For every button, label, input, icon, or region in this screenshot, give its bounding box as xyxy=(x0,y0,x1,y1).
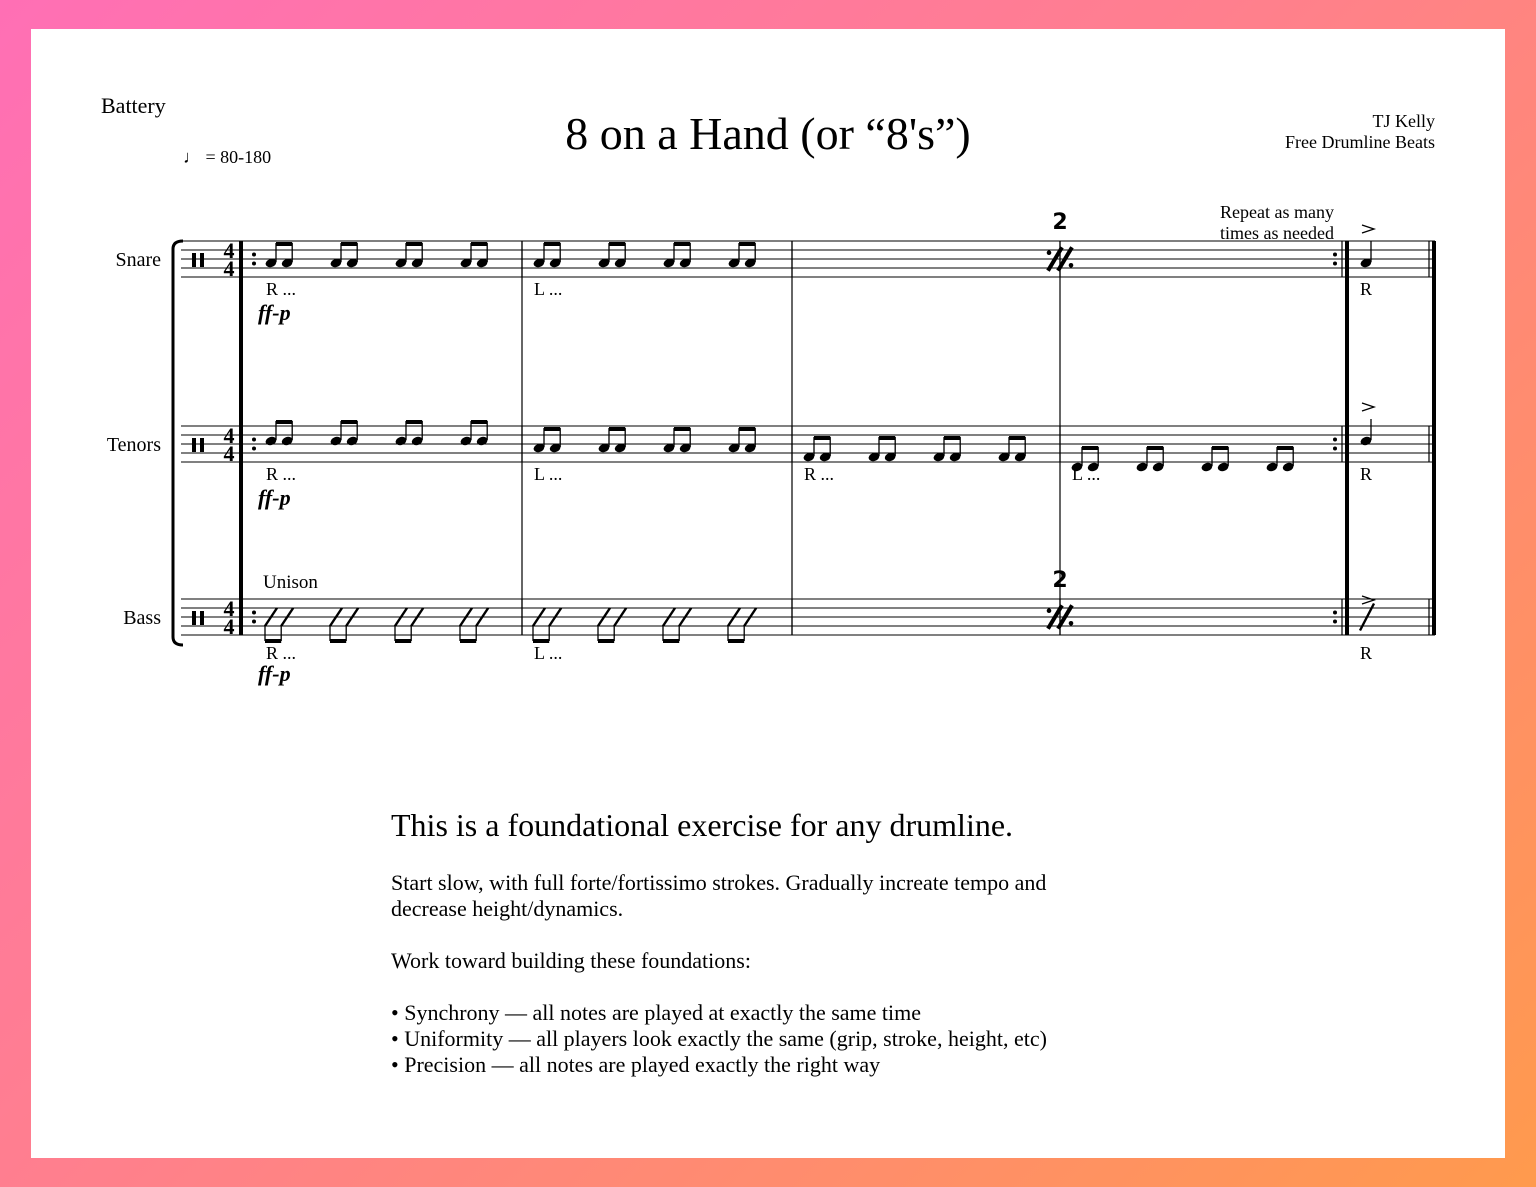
accent-icon xyxy=(1362,596,1374,604)
note-beam xyxy=(598,639,614,643)
measure-repeat-count: 2 xyxy=(1052,568,1068,593)
note-beam xyxy=(674,242,690,246)
note-beam xyxy=(276,420,292,424)
note-beam xyxy=(1009,436,1025,440)
repeat-dot xyxy=(252,447,256,451)
exercise-notes xyxy=(391,807,1291,1078)
note-beam xyxy=(1212,446,1228,450)
sticking-label: R ... xyxy=(266,464,297,484)
note-beam xyxy=(341,420,357,424)
sticking-label: R ... xyxy=(266,279,297,299)
ensemble-label: Battery xyxy=(101,93,166,118)
page-title: 8 on a Hand (or “8's”) xyxy=(565,108,971,159)
score-system xyxy=(31,29,1505,749)
dynamic-marking: ff-p xyxy=(258,661,291,686)
note-beam xyxy=(609,427,625,431)
measure-repeat-dot xyxy=(1069,263,1074,268)
repeat-dot xyxy=(252,438,256,442)
repeat-dot xyxy=(252,611,256,615)
measure-repeat-dot xyxy=(1047,250,1052,255)
time-signature-top: 4 xyxy=(223,423,235,448)
note-beam xyxy=(330,639,346,643)
note-beam xyxy=(544,242,560,246)
repeat-dot xyxy=(1333,262,1337,266)
repeat-dot xyxy=(1333,438,1337,442)
sticking-label: R xyxy=(1360,643,1373,663)
tempo-value: = 80-180 xyxy=(205,147,272,167)
percussion-clef-icon xyxy=(192,611,196,625)
note-beam xyxy=(276,242,292,246)
composer-name: TJ Kelly xyxy=(1372,111,1435,131)
note-beam xyxy=(395,639,411,643)
repeat-dot xyxy=(1333,253,1337,257)
repeat-instruction-line-2: times as needed xyxy=(1220,223,1334,243)
percussion-clef-icon xyxy=(200,611,204,625)
dynamic-marking: ff-p xyxy=(258,485,291,510)
percussion-clef-icon xyxy=(192,253,196,267)
time-signature-bottom: 4 xyxy=(223,441,235,466)
foundations-heading: Work toward building these foundations: xyxy=(391,948,751,973)
sticking-label: L ... xyxy=(534,279,563,299)
measure-repeat-count: 2 xyxy=(1052,210,1068,235)
measure-repeat-dot xyxy=(1047,608,1052,613)
note-beam xyxy=(471,420,487,424)
note-beam xyxy=(460,639,476,643)
note-beam xyxy=(341,242,357,246)
list-item: • Synchrony — all notes are played at exactly the same time xyxy=(391,1000,1291,1026)
repeat-dot xyxy=(1333,447,1337,451)
sticking-label: L ... xyxy=(534,464,563,484)
repeat-dot xyxy=(1333,620,1337,624)
intro-text: This is a foundational exercise for any drumline. xyxy=(391,807,1014,843)
sticking-label: R xyxy=(1360,464,1373,484)
instructions-paragraph xyxy=(391,870,1291,922)
repeat-instruction-line-1: Repeat as many xyxy=(1220,202,1334,222)
accent-icon xyxy=(1362,225,1374,233)
list-item: • Precision — all notes are played exactly the right way xyxy=(391,1052,1291,1078)
system-bracket xyxy=(173,241,183,645)
sticking-label: L ... xyxy=(534,643,563,663)
list-item: • Uniformity — all players look exactly the same (grip, stroke, height, etc) xyxy=(391,1026,1291,1052)
repeat-dot xyxy=(252,262,256,266)
repeat-dot xyxy=(1333,611,1337,615)
sticking-label: R ... xyxy=(266,643,297,663)
sheet-music-page xyxy=(31,29,1505,1158)
note-beam xyxy=(1147,446,1163,450)
system-end-repeat-barline xyxy=(1345,241,1349,635)
foundations-list xyxy=(391,1000,1291,1078)
repeat-dot xyxy=(252,620,256,624)
note-beam xyxy=(814,436,830,440)
note-beam xyxy=(1277,446,1293,450)
time-signature-bottom: 4 xyxy=(223,256,235,281)
accent-icon xyxy=(1362,403,1374,411)
percussion-clef-icon xyxy=(200,438,204,452)
system-final-barline xyxy=(1432,241,1436,635)
instructions-line-1: Start slow, with full forte/fortissimo strokes. Gradually increate tempo and xyxy=(391,870,1047,895)
note-beam xyxy=(406,242,422,246)
note-beam xyxy=(609,242,625,246)
percussion-clef-icon xyxy=(200,253,204,267)
note-beam xyxy=(674,427,690,431)
repeat-dot xyxy=(252,253,256,257)
note-beam xyxy=(944,436,960,440)
sticking-label: L ... xyxy=(1072,464,1101,484)
note-beam xyxy=(406,420,422,424)
note-beam xyxy=(879,436,895,440)
measure-repeat-dot xyxy=(1069,621,1074,626)
time-signature-bottom: 4 xyxy=(223,614,235,639)
sticking-label: R xyxy=(1360,279,1373,299)
instrument-name-snare: Snare xyxy=(115,249,161,271)
note-beam xyxy=(739,427,755,431)
time-signature-top: 4 xyxy=(223,596,235,621)
dynamic-marking: ff-p xyxy=(258,300,291,325)
quarter-note-icon: ♩ xyxy=(183,147,201,167)
instructions-line-2: decrease height/dynamics. xyxy=(391,896,624,921)
time-signature-top: 4 xyxy=(223,238,235,263)
note-beam xyxy=(544,427,560,431)
system-start-barline xyxy=(239,241,243,635)
sticking-label: R ... xyxy=(804,464,835,484)
instrument-name-tenors: Tenors xyxy=(106,434,161,456)
note-beam xyxy=(471,242,487,246)
note-beam xyxy=(1082,446,1098,450)
note-beam xyxy=(728,639,744,643)
composer-site: Free Drumline Beats xyxy=(1285,132,1435,152)
note-beam xyxy=(739,242,755,246)
unison-label: Unison xyxy=(263,572,318,593)
percussion-clef-icon xyxy=(192,438,196,452)
note-beam xyxy=(663,639,679,643)
instrument-name-bass: Bass xyxy=(123,607,161,629)
